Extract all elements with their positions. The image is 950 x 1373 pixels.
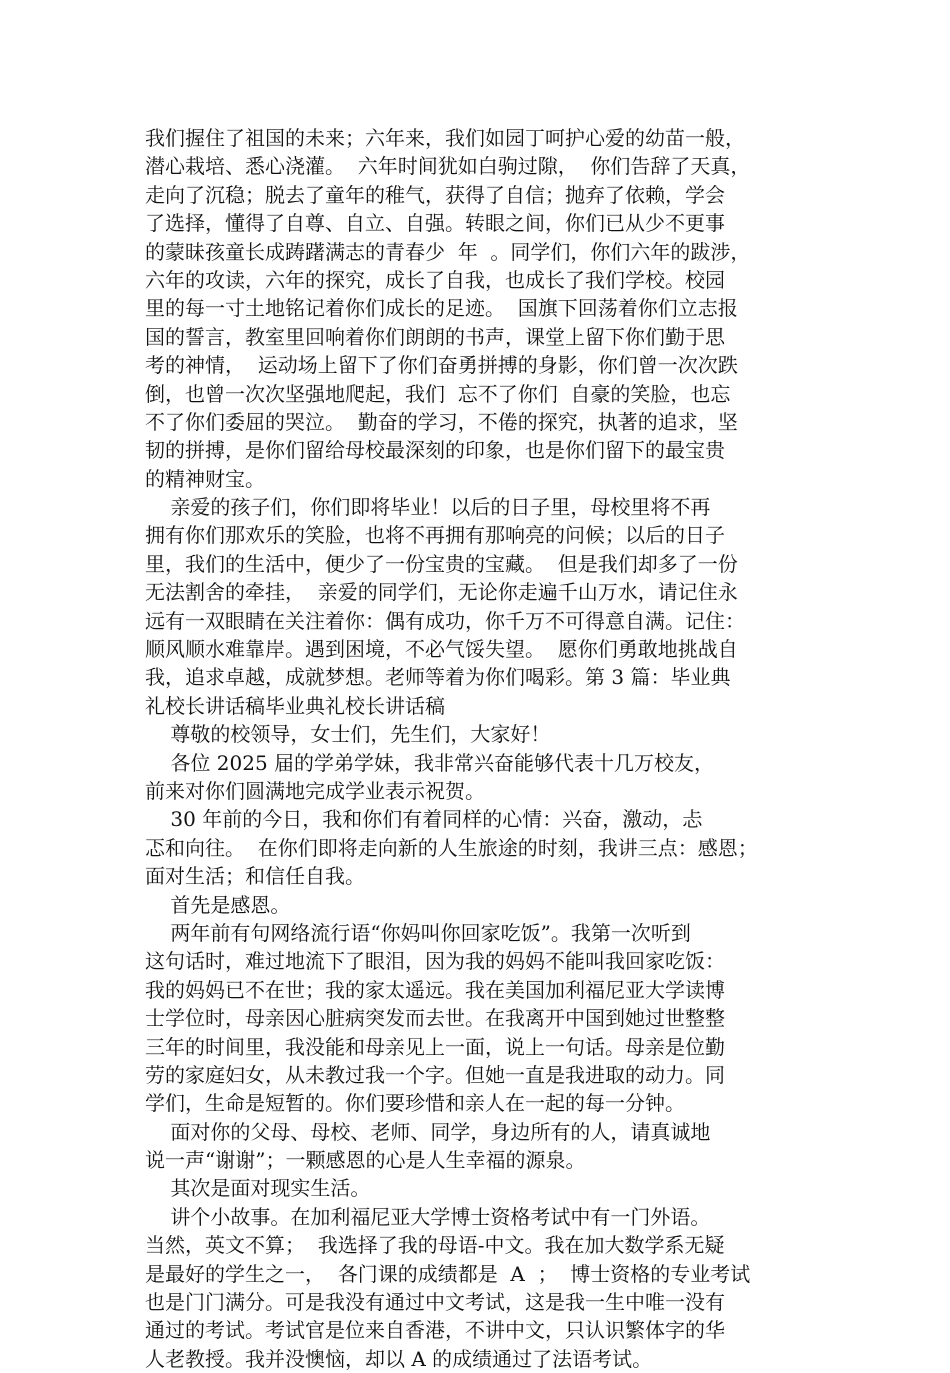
text-line: 我，追求卓越，成就梦想。老师等着为你们喝彩。第 3 篇：毕业典 <box>145 665 731 690</box>
text-line: 倒，也曾一次次坚强地爬起，我们 忘不了你们 自豪的笑脸，也忘 <box>145 381 731 406</box>
text-line: 是最好的学生之一， 各门课的成绩都是 A ； 博士资格的专业考试 <box>145 1261 751 1286</box>
text-line: 讲个小故事。在加利福尼亚大学博士资格考试中有一门外语。 <box>145 1204 711 1229</box>
text-line: 前来对你们圆满地完成学业表示祝贺。 <box>145 778 485 803</box>
text-line: 礼校长讲话稿毕业典礼校长讲话稿 <box>145 693 445 718</box>
text-line: 说一声“谢谢”；一颗感恩的心是人生幸福的源泉。 <box>145 1148 586 1173</box>
text-line: 顺风顺水难靠岸。遇到困境，不必气馁失望。 愿你们勇敢地挑战自 <box>145 637 738 662</box>
text-line: 的精神财宝。 <box>145 466 265 491</box>
text-line: 无法割舍的牵挂， 亲爱的同学们，无论你走遍千山万水，请记住永 <box>145 580 738 605</box>
text-line: 考的神情， 运动场上留下了你们奋勇拼搏的身影，你们曾一次次跌 <box>145 353 738 378</box>
text-line: 学们，生命是短暂的。你们要珍惜和亲人在一起的每一分钟。 <box>145 1091 685 1116</box>
text-line: 各位 2025 届的学弟学妹，我非常兴奋能够代表十几万校友， <box>145 750 715 775</box>
text-line: 其次是面对现实生活。 <box>145 1176 371 1201</box>
text-line: 这句话时，难过地流下了眼泪，因为我的妈妈不能叫我回家吃饭： <box>145 949 725 974</box>
text-line: 当然，英文不算； 我选择了我的母语-中文。我在加大数学系无疑 <box>145 1233 725 1258</box>
text-line: 国的誓言，教室里回响着你们朗朗的书声，课堂上留下你们勤于思 <box>145 324 725 349</box>
text-line: 面对你的父母、母校、老师、同学，身边所有的人，请真诚地 <box>145 1119 711 1144</box>
text-line: 通过的考试。考试官是位来自香港，不讲中文，只认识繁体字的华 <box>145 1318 725 1343</box>
text-line: 人老教授。我并没懊恼，却以 A 的成绩通过了法语考试。 <box>145 1346 653 1371</box>
text-line: 走向了沉稳；脱去了童年的稚气，获得了自信；抛弃了依赖，学会 <box>145 182 725 207</box>
text-line: 首先是感恩。 <box>145 892 291 917</box>
text-line: 拥有你们那欢乐的笑脸，也将不再拥有那响亮的问候；以后的日子 <box>145 523 725 548</box>
text-line: 尊敬的校领导，女士们，先生们，大家好！ <box>145 722 551 747</box>
text-line: 也是门门满分。可是我没有通过中文考试，这是我一生中唯一没有 <box>145 1290 725 1315</box>
text-line: 六年的攻读，六年的探究，成长了自我，也成长了我们学校。校园 <box>145 267 725 292</box>
text-line: 三年的时间里，我没能和母亲见上一面，说上一句话。母亲是位勤 <box>145 1034 725 1059</box>
document-body <box>145 124 835 1373</box>
text-line: 的蒙昧孩童长成踌躇满志的青春少 年 。同学们，你们六年的跋涉， <box>145 239 751 264</box>
text-line: 韧的拼搏，是你们留给母校最深刻的印象，也是你们留下的最宝贵 <box>145 438 725 463</box>
text-line: 里的每一寸土地铭记着你们成长的足迹。 国旗下回荡着你们立志报 <box>145 296 738 321</box>
text-line: 我的妈妈已不在世；我的家太遥远。我在美国加利福尼亚大学读博 <box>145 977 725 1002</box>
text-line: 亲爱的孩子们，你们即将毕业！以后的日子里，母校里将不再 <box>145 495 711 520</box>
text-line: 士学位时，母亲因心脏病突发而去世。在我离开中国到她过世整整 <box>145 1006 725 1031</box>
text-line: 我们握住了祖国的未来；六年来，我们如园丁呵护心爱的幼苗一般， <box>145 126 745 150</box>
text-line: 面对生活；和信任自我。 <box>145 864 365 889</box>
text-line: 潜心栽培、悉心浇灌。 六年时间犹如白驹过隙， 你们告辞了天真， <box>145 154 751 179</box>
text-line: 忑和向往。 在你们即将走向新的人生旅途的时刻，我讲三点：感恩； <box>145 835 758 860</box>
text-line: 劳的家庭妇女，从未教过我一个字。但她一直是我进取的动力。同 <box>145 1062 725 1087</box>
text-line: 30 年前的今日，我和你们有着同样的心情：兴奋，激动，忐 <box>145 807 703 832</box>
text-line: 了选择，懂得了自尊、自立、自强。转眼之间，你们已从少不更事 <box>145 211 725 236</box>
text-line: 不了你们委屈的哭泣。 勤奋的学习，不倦的探究，执著的追求，坚 <box>145 409 738 434</box>
text-line: 远有一双眼睛在关注着你：偶有成功，你千万不可得意自满。记住： <box>145 608 745 633</box>
text-line: 里，我们的生活中，便少了一份宝贵的宝藏。 但是我们却多了一份 <box>145 551 738 576</box>
text-line: 两年前有句网络流行语“你妈叫你回家吃饭”。我第一次听到 <box>145 920 691 945</box>
